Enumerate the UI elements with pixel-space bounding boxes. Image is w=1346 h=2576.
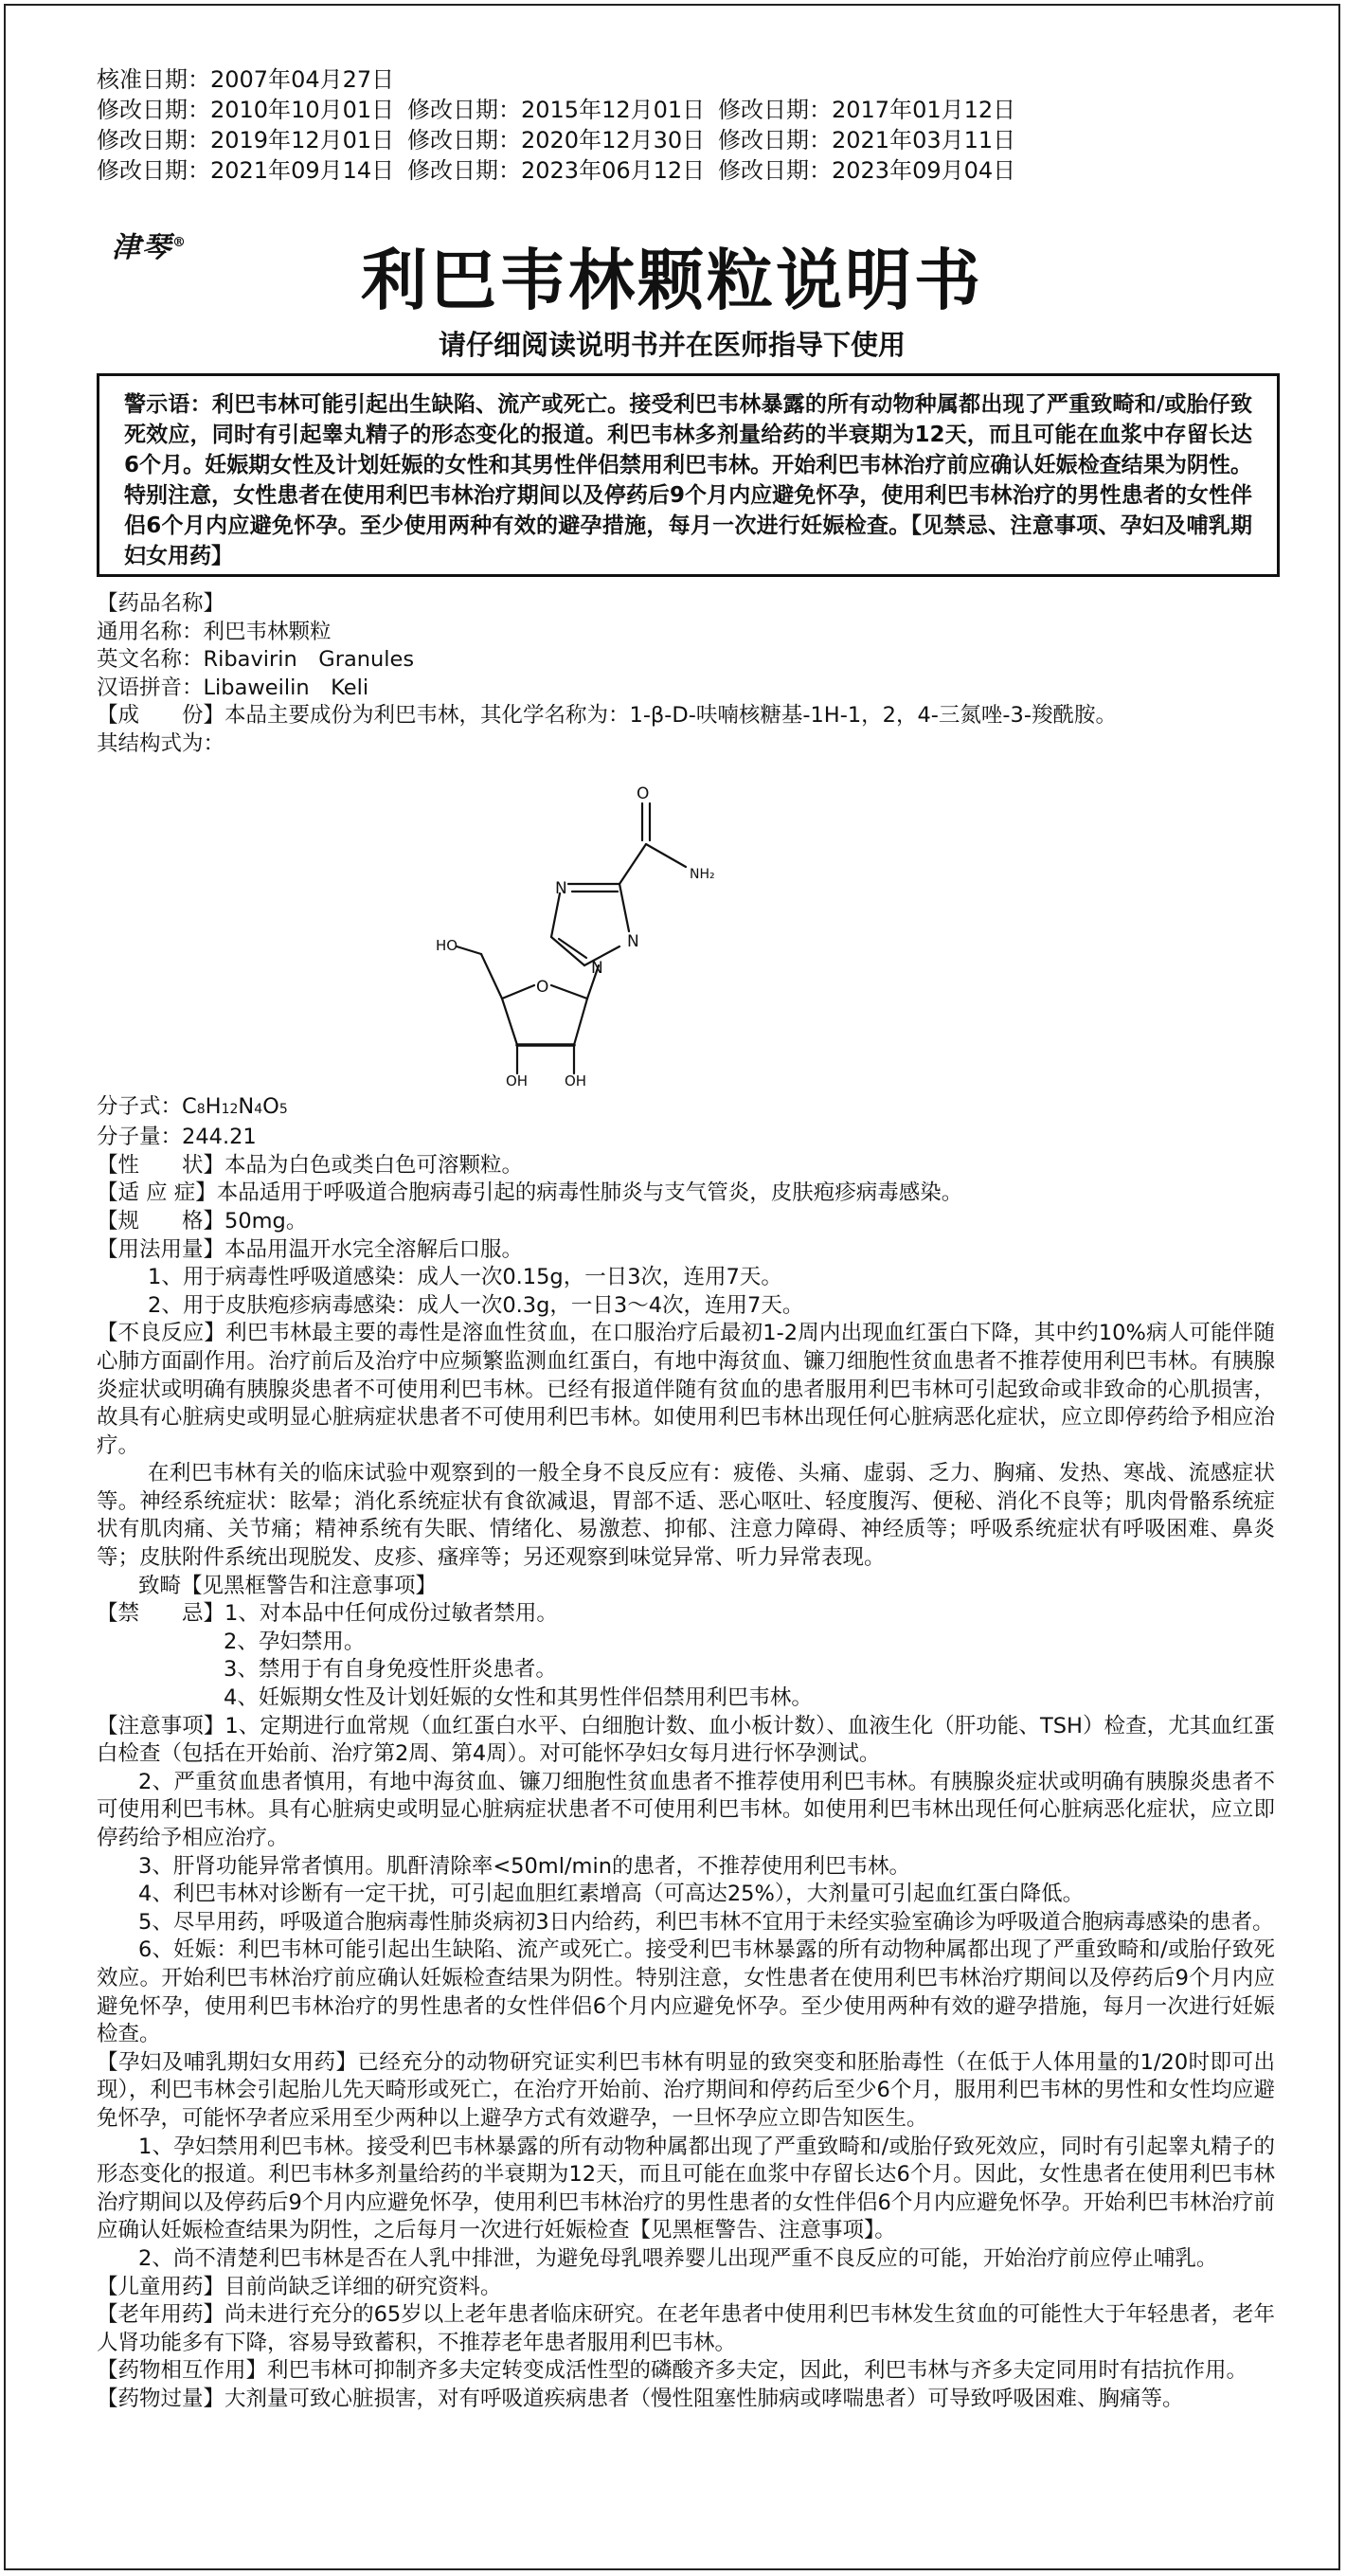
revision-date: 修改日期：2017年01月12日 bbox=[718, 97, 1016, 123]
revision-dates bbox=[97, 64, 1029, 186]
section-specification: 【规 格】50mg。 bbox=[97, 1208, 308, 1234]
usage-item: 2、用于皮肤疱疹病毒感染：成人一次0.3g，一日3～4次，连用7天。 bbox=[148, 1292, 804, 1318]
molecular-formula bbox=[97, 1093, 1275, 1125]
section-precautions: 【注意事项】1、定期进行血常规（血红蛋白水平、白细胞计数、血小板计数）、血液生化（肝功能、TSH）检查，尤其血红蛋白检查（包括在开始前、治疗第2周、第4周）。对可能怀孕妇女每月进行怀孕测试。 bbox=[97, 1713, 1275, 1767]
formula-count: 4 bbox=[254, 1101, 263, 1117]
formula-element: N bbox=[238, 1093, 255, 1119]
structure-label: 其结构式为： bbox=[97, 730, 225, 756]
atom-label: O bbox=[637, 784, 650, 803]
precaution-item: 2、严重贫血患者慎用，有地中海贫血、镰刀细胞性贫血患者不推荐使用利巴韦林。有胰腺炎症状或明确有胰腺炎患者不可使用利巴韦林。具有心脏病史或明显心脏病症状患者不可使用利巴韦林。如使用利巴韦林出现任何心脏病恶化症状，应立即停药给予相应治疗。 bbox=[97, 1769, 1275, 1850]
bond bbox=[619, 884, 629, 931]
section-adverse-reactions: 【不良反应】利巴韦林最主要的毒性是溶血性贫血，在口服治疗后最初1-2周内出现血红蛋白下降，其中约10%病人可能伴随心肺方面副作用。治疗前后及治疗中应频繁监测血红蛋白，有地中海贫血、镰刀细胞性贫血患者不推荐使用利巴韦林。有胰腺炎症状或明确有胰腺炎患者不可使用利巴韦林。已经有报道伴随有贫血的患者服用利巴韦林可引起致命或非致命的心肌损害，故具有心脏病史或明显心脏病症状患者不可使用利巴韦林。如使用利巴韦林出现任何心脏病恶化症状，应立即停药给予相应治疗。 bbox=[97, 1321, 1275, 1458]
approval-date: 核准日期：2007年04月27日 bbox=[97, 66, 395, 93]
precaution-item: 5、尽早用药，呼吸道合胞病毒性肺炎病初3日内给药，利巴韦林不宜用于未经实验室确诊为呼吸道合胞病毒感染的患者。 bbox=[138, 1909, 1274, 1935]
english-name: 英文名称：Ribavirin Granules bbox=[97, 647, 415, 673]
bond bbox=[574, 999, 587, 1045]
atom-label: N bbox=[555, 878, 567, 898]
document-subtitle: 请仔细阅读说明书并在医师指导下使用 bbox=[438, 329, 906, 361]
atom-label: N bbox=[627, 931, 639, 951]
bond bbox=[551, 985, 587, 999]
revision-date-row bbox=[97, 155, 1029, 186]
revision-date: 修改日期：2023年06月12日 bbox=[407, 157, 706, 184]
pregnancy-item: 2、尚不清楚利巴韦林是否在人乳中排泄，为避免母乳喂养婴儿出现严重不良反应的可能，开始治疗前应停止哺乳。 bbox=[138, 2245, 1218, 2271]
section-properties: 【性 状】本品为白色或类白色可溶颗粒。 bbox=[97, 1152, 524, 1178]
bond bbox=[457, 946, 481, 954]
section-usage: 【用法用量】本品用温开水完全溶解后口服。 bbox=[97, 1236, 524, 1262]
bond bbox=[502, 985, 534, 999]
formula-element: C bbox=[182, 1093, 197, 1119]
atom-label: NH₂ bbox=[690, 866, 715, 882]
section-children: 【儿童用药】目前尚缺乏详细的研究资料。 bbox=[97, 2274, 502, 2299]
section-elderly: 【老年用药】尚未进行充分的65岁以上老年患者临床研究。在老年患者中使用利巴韦林发生贫血的可能性大于年轻患者，老年人肾功能多有下降，容易导致蓄积，不推荐老年患者服用利巴韦林。 bbox=[97, 2302, 1275, 2355]
bond bbox=[646, 844, 686, 867]
bond bbox=[551, 893, 560, 937]
section-drug-name: 【药品名称】 bbox=[97, 591, 225, 616]
boxed-warning: 警示语：利巴韦林可能引起出生缺陷、流产或死亡。接受利巴韦林暴露的所有动物种属都出现了严重致畸和/或胎仔致死效应，同时有引起睾丸精子的形态变化的报道。利巴韦林多剂量给药的半衰期为12天，而且可能在血浆中存留长达6个月。妊娠期女性及计划妊娠的女性和其男性伴侣禁用利巴韦林。开始利巴韦林治疗前应确认妊娠检查结果为阴性。特别注意，女性患者在使用利巴韦林治疗期间以及停药后9个月内应避免怀孕，使用利巴韦林治疗的男性患者的女性伴侣6个月内应避免怀孕。至少使用两种有效的避孕措施，每月一次进行妊娠检查。【见禁忌、注意事项、孕妇及哺乳期妇女用药】 bbox=[97, 373, 1280, 577]
revision-date: 修改日期：2019年12月01日 bbox=[97, 127, 395, 153]
section-composition: 【成 份】本品主要成份为利巴韦林，其化学名称为：1-β-D-呋喃核糖基-1H-1，2，4-三氮唑-3-羧酰胺。 bbox=[97, 703, 1117, 729]
atom-label: HO bbox=[436, 936, 458, 954]
precaution-item: 3、肝肾功能异常者慎用。肌酐清除率<50ml/min的患者，不推荐使用利巴韦林。 bbox=[138, 1853, 910, 1879]
formula-element: O bbox=[262, 1093, 279, 1119]
revision-date: 修改日期：2010年10月01日 bbox=[97, 97, 395, 123]
document-title: 利巴韦林颗粒说明书 bbox=[361, 242, 983, 319]
revision-date-row bbox=[97, 95, 1029, 125]
adverse-paragraph: 在利巴韦林有关的临床试验中观察到的一般全身不良反应有：疲倦、头痛、虚弱、乏力、胸痛、发热、寒战、流感症状等。神经系统症状：眩晕；消化系统症状有食欲减退，胃部不适、恶心呕吐、轻度腹泻、便秘、消化不良等；肌肉骨骼系统症状有肌肉痛、关节痛；精神系统有失眠、情绪化、易激惹、抑郁、注意力障碍、神经质等；呼吸系统症状有呼吸困难、鼻炎等；皮肤附件系统出现脱发、皮疹、瘙痒等；另还观察到味觉异常、听力异常表现。 bbox=[97, 1461, 1275, 1571]
brand-logo-text: 津琴 bbox=[112, 231, 172, 264]
adverse-paragraph: 致畸【见黑框警告和注意事项】 bbox=[138, 1573, 438, 1598]
contraindication-item: 3、禁用于有自身免疫性肝炎患者。 bbox=[224, 1657, 557, 1683]
formula-element: H bbox=[205, 1093, 222, 1119]
precaution-item: 4、利巴韦林对诊断有一定干扰，可引起血胆红素增高（可高达25%），大剂量可引起血红蛋白降低。 bbox=[138, 1882, 1085, 1907]
bond bbox=[502, 999, 517, 1045]
leaflet-body bbox=[97, 590, 1275, 2413]
bond bbox=[551, 937, 584, 965]
approval-date-row bbox=[97, 64, 1029, 95]
revision-date: 修改日期：2021年09月14日 bbox=[97, 157, 395, 184]
atom-label: OH bbox=[506, 1072, 529, 1090]
atom-label: O bbox=[536, 977, 549, 997]
contraindication-item: 4、妊娠期女性及计划妊娠的女性和其男性伴侣禁用利巴韦林。 bbox=[224, 1685, 813, 1711]
revision-date-row bbox=[97, 125, 1029, 155]
contraindication-item: 2、孕妇禁用。 bbox=[224, 1629, 366, 1654]
formula-count: 5 bbox=[278, 1101, 288, 1117]
registered-mark: ® bbox=[172, 235, 188, 250]
section-interactions: 【药物相互作用】利巴韦林可抑制齐多夫定转变成活性型的磷酸齐多夫定，因此，利巴韦林与齐多夫定同用时有拮抗作用。 bbox=[97, 2358, 1248, 2384]
pregnancy-item: 1、孕妇禁用利巴韦林。接受利巴韦林暴露的所有动物种属都出现了严重致畸和/或胎仔致死效应，同时有引起睾丸精子的形态变化的报道。利巴韦林多剂量给药的半衰期为12天，而且可能在血浆中存留长达6个月。因此，女性患者在使用利巴韦林治疗期间以及停药后9个月内应避免怀孕，使用利巴韦林治疗的男性患者的女性伴侣6个月内应避免怀孕。开始利巴韦林治疗前应确认妊娠检查结果为阴性，之后每月一次进行妊娠检查【见黑框警告、注意事项】。 bbox=[97, 2134, 1275, 2243]
usage-item: 1、用于病毒性呼吸道感染：成人一次0.15g，一日3次，连用7天。 bbox=[148, 1265, 782, 1290]
revision-date: 修改日期：2021年03月11日 bbox=[718, 127, 1016, 153]
section-pregnancy: 【孕妇及哺乳期妇女用药】已经充分的动物研究证实利巴韦林有明显的致突变和胚胎毒性（在低于人体用量的1/20时即可出现），利巴韦林会引起胎儿先天畸形或死亡，在治疗开始前、治疗期间和停药后至少6个月，服用利巴韦林的男性和女性均应避免怀孕，可能怀孕者应采用至少两种以上避孕方式有效避孕，一旦怀孕应立即告知医生。 bbox=[97, 2049, 1275, 2131]
revision-date: 修改日期：2023年09月04日 bbox=[718, 157, 1016, 184]
pinyin-name: 汉语拼音：Libaweilin Keli bbox=[97, 675, 369, 700]
precaution-item: 6、妊娠：利巴韦林可能引起出生缺陷、流产或死亡。接受利巴韦林暴露的所有动物种属都出现了严重致畸和/或胎仔致死效应。开始利巴韦林治疗前应确认妊娠检查结果为阴性。特别注意，女性患者在使用利巴韦林治疗期间以及停药后9个月内应避免怀孕，使用利巴韦林治疗的男性患者的女性伴侣6个月内应避免怀孕。至少使用两种有效的避孕措施，每月一次进行妊娠检查。 bbox=[97, 1937, 1275, 2047]
revision-date: 修改日期：2015年12月01日 bbox=[407, 97, 706, 123]
ribavirin-structure-diagram bbox=[436, 759, 779, 1090]
molecular-weight: 分子量：244.21 bbox=[97, 1125, 257, 1150]
structural-formula bbox=[97, 759, 1275, 1093]
bond bbox=[481, 954, 502, 999]
atom-label: OH bbox=[565, 1072, 587, 1090]
molecular-formula-label: 分子式： bbox=[97, 1093, 183, 1119]
formula-count: 8 bbox=[196, 1101, 206, 1117]
atom-label: N bbox=[591, 958, 603, 978]
section-overdose: 【药物过量】大剂量可致心脏损害，对有呼吸道疾病患者（慢性阻塞性肺病或哮喘患者）可导致呼吸困难、胸痛等。 bbox=[97, 2386, 1184, 2411]
bond bbox=[619, 844, 646, 884]
formula-count: 12 bbox=[221, 1101, 239, 1117]
leaflet-page bbox=[4, 4, 1340, 2570]
section-contraindications: 【禁 忌】1、对本品中任何成份过敏者禁用。 bbox=[97, 1601, 558, 1627]
generic-name: 通用名称：利巴韦林颗粒 bbox=[97, 619, 332, 644]
section-indications: 【适 应 症】本品适用于呼吸道合胞病毒引起的病毒性肺炎与支气管炎，皮肤疱疹病毒感染。 bbox=[97, 1180, 963, 1206]
revision-date: 修改日期：2020年12月30日 bbox=[407, 127, 706, 153]
